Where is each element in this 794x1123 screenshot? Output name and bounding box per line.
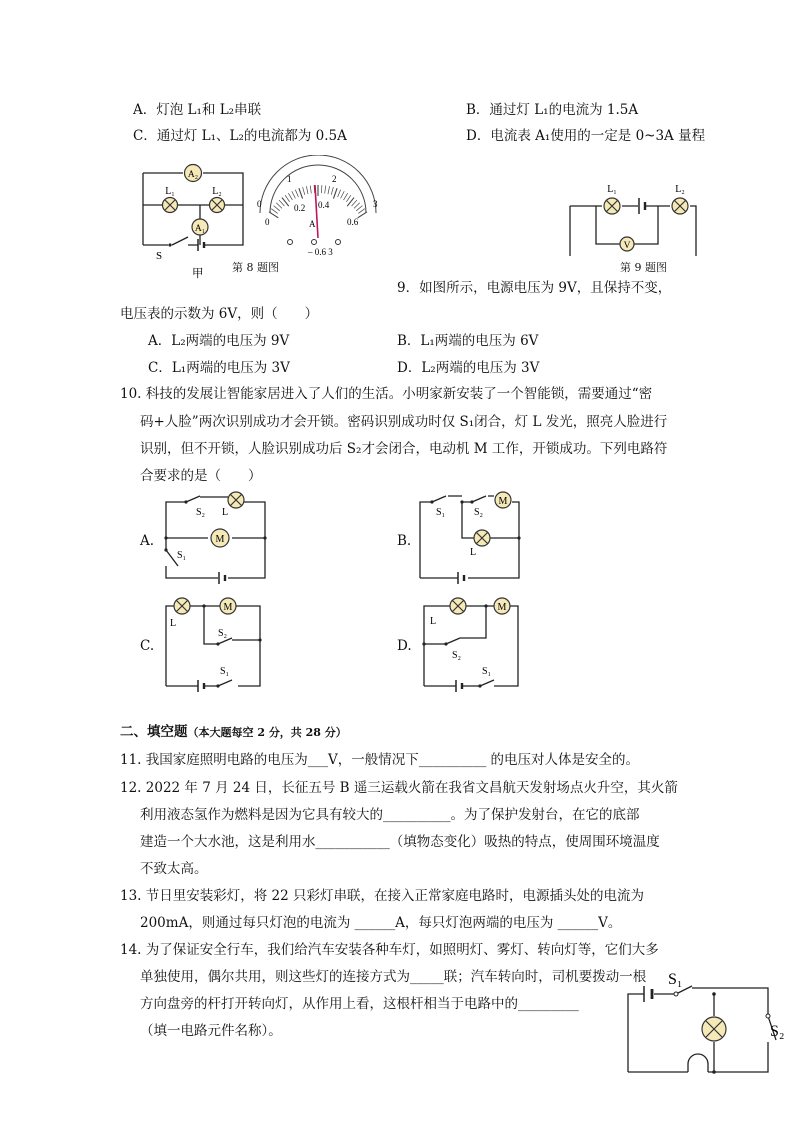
dial-tick [338, 190, 341, 197]
dial-upper-0: 0 [257, 199, 262, 209]
fig8-caption: 第 8 题图 [232, 261, 279, 274]
dial-tick [285, 195, 290, 202]
lamp-l-label: L [222, 507, 229, 518]
q11-text: 11. 我国家庭照明电路的电压为___V，一般情况下__________ 的电压对人体是安全的。 [120, 752, 640, 768]
q10-line-2: 码+人脸”两次识别成功才会开锁。密码识别成功时仅 S₁闭合，灯 L 发光，照亮人脸进行 [140, 414, 668, 430]
dial-tick [325, 186, 326, 194]
fig9-diagram [562, 178, 702, 258]
fig8-l2-label: L₂ [212, 186, 222, 197]
fig9-v-label: V [623, 241, 631, 251]
q12-line-2: 利用液态氢作为燃料是因为它具有较大的__________。为了保护发射台，在它的底部 [140, 807, 640, 823]
motor-label: M [223, 602, 233, 613]
dial-lower-3: 0.6 [347, 217, 359, 227]
q8-option-a: A．灯泡 L₁和 L₂串联 [133, 102, 262, 118]
dial-tick [295, 190, 298, 197]
switch-s1-label: S₁ [220, 666, 230, 677]
switch-s2-label: S₂ [196, 507, 206, 518]
dial-unit: A [309, 219, 316, 229]
switch-s1-label: S₁ [436, 507, 446, 518]
dial-tick [274, 206, 280, 211]
q10-option-b-label: B. [397, 533, 412, 549]
dial-tick [292, 191, 296, 198]
q12-line-4: 不致太高。 [140, 861, 208, 877]
q10-option-d-label: D. [397, 638, 412, 654]
dial-lower-1: 0.2 [294, 203, 306, 213]
q9-stem-2: 电压表的示数为 6V，则（ ） [120, 306, 319, 322]
dial-tick [341, 191, 345, 198]
q10-line-3: 识别，但不开锁，人脸识别成功后 S₂才会闭合，电动机 M 工作，开锁成功。下列电路符 [140, 441, 668, 457]
q10-option-a-label: A. [140, 533, 155, 549]
fig8-jia-label: 甲 [192, 268, 204, 280]
lamp-l-label: L [170, 618, 177, 629]
q10-line-1: 10. 科技的发展让智能家居进入了人们的生活。小明家新安装了一个智能锁，需要通过“密 [120, 386, 653, 402]
fig8-l1-label: L₁ [165, 186, 175, 197]
q14-line-4: （填一电路元件名称）。 [140, 1023, 282, 1039]
fig9-l2-label: L₂ [675, 184, 685, 195]
dial-tick [299, 188, 303, 198]
dial-tick [303, 187, 305, 195]
q10-option-c-label: C. [140, 638, 155, 654]
lamp-l-label: L [470, 547, 477, 558]
fig14-s1-label: S₁ [668, 971, 683, 988]
ammeter-dial-icon [260, 155, 376, 238]
q8-option-d: D．电流表 A₁使用的一定是 0~3A 量程 [466, 128, 706, 144]
terminal-icon [336, 240, 341, 245]
dial-tick [346, 195, 351, 202]
switch-s2-label: S₂ [452, 650, 462, 661]
dial-tick [310, 186, 311, 194]
dial-upper-3: 3 [373, 199, 378, 209]
terminal-icon [312, 240, 317, 245]
q14-line-3: 方向盘旁的杆打开转向灯，从作用上看，这根杆相当于电路中的_________ [140, 996, 579, 1012]
q9-option-a: A．L₂两端的电压为 9V [148, 333, 290, 349]
switch-s2-label: S₂ [218, 628, 228, 639]
q14-line-2: 单独使用，偶尔共用，则这些灯的连接方式为_____联；汽车转向时，司机要拨动一根 [140, 969, 647, 985]
switch-s1-label: S₁ [177, 550, 187, 561]
q9-option-b: B．L₁两端的电压为 6V [397, 333, 539, 349]
q10-circuit-b [414, 488, 534, 588]
q10-line-4: 合要求的是（ ） [140, 468, 262, 484]
q14-line-1: 14. 为了保证安全行车，我们给汽车安装各种车灯，如照明灯、雾灯、转向灯等，它们大多 [120, 942, 659, 958]
fig9-l1-label: L₁ [607, 184, 617, 195]
q10-circuit-a [160, 488, 280, 588]
q9-stem-1: 9．如图所示，电源电压为 9V，且保持不变， [397, 280, 672, 296]
motor-label: M [497, 602, 507, 613]
fig9-caption: 第 9 题图 [620, 261, 667, 274]
dial-tick [279, 200, 284, 206]
dial-tick [288, 193, 292, 200]
dial-tick [354, 203, 360, 209]
terminal-icon [288, 240, 293, 245]
section2-note: （本大题每空 2 分，共 28 分） [187, 726, 347, 739]
q9-option-d: D．L₂两端的电压为 3V [397, 360, 540, 376]
fig8-a2-label: A₂ [187, 170, 199, 180]
section2-title: 二、填空题 [120, 724, 188, 740]
q9-option-c: C．L₁两端的电压为 3V [148, 360, 290, 376]
dial-terminals: – 0.6 3 [308, 247, 333, 257]
fig14-s2-label: S₂ [770, 1023, 785, 1040]
motor-label: M [215, 534, 225, 545]
motor-label: M [498, 496, 508, 507]
dial-tick [352, 200, 357, 206]
q12-line-1: 12. 2022 年 7 月 24 日，长征五号 B 遥三运载火箭在我省文昌航天发射场点火升空，其火箭 [120, 780, 678, 796]
dial-tick [306, 186, 308, 194]
dial-tick [333, 188, 337, 198]
q10-circuit-c [160, 594, 280, 694]
dial-tick [331, 187, 333, 195]
dial-lower-0: 0 [265, 217, 270, 227]
bell-icon [688, 1054, 708, 1072]
fig14-diagram [618, 968, 792, 1080]
q13-line-2: 200mA，则通过每只灯泡的电流为 ______A，每只灯泡两端的电压为 ______V。 [140, 915, 622, 931]
fig8-a1-label: A₁ [194, 224, 206, 234]
dial-tick [271, 209, 277, 214]
dial-lower-2: 0.4 [318, 200, 330, 210]
dial-tick [344, 193, 348, 200]
dial-tick [358, 209, 364, 214]
dial-tick [356, 206, 362, 211]
switch-s1-label: S₁ [482, 666, 492, 677]
dial-tick [328, 186, 330, 194]
dial-tick [276, 203, 282, 209]
dial-upper-2: 2 [332, 174, 337, 184]
lamp-l-label: L [430, 616, 437, 627]
dial-upper-1: 1 [287, 174, 292, 184]
switch-s2-label: S₂ [474, 507, 484, 518]
fig8-s-label: S [156, 250, 163, 262]
dial-tick [321, 185, 322, 193]
q12-line-3: 建造一个大水池，这是利用水___________（填物态变化）吸热的特点，使周围环境温度 [140, 834, 660, 850]
q8-option-b: B．通过灯 L₁的电流为 1.5A [466, 102, 639, 118]
q13-line-1: 13. 节日里安装彩灯，将 22 只彩灯串联，在接入正常家庭电路时，电源插头处的电流为 [120, 888, 645, 904]
section2-heading [120, 720, 347, 740]
q8-option-c: C．通过灯 L₁、L₂的电流都为 0.5A [133, 128, 347, 144]
q10-circuit-d [418, 594, 538, 694]
